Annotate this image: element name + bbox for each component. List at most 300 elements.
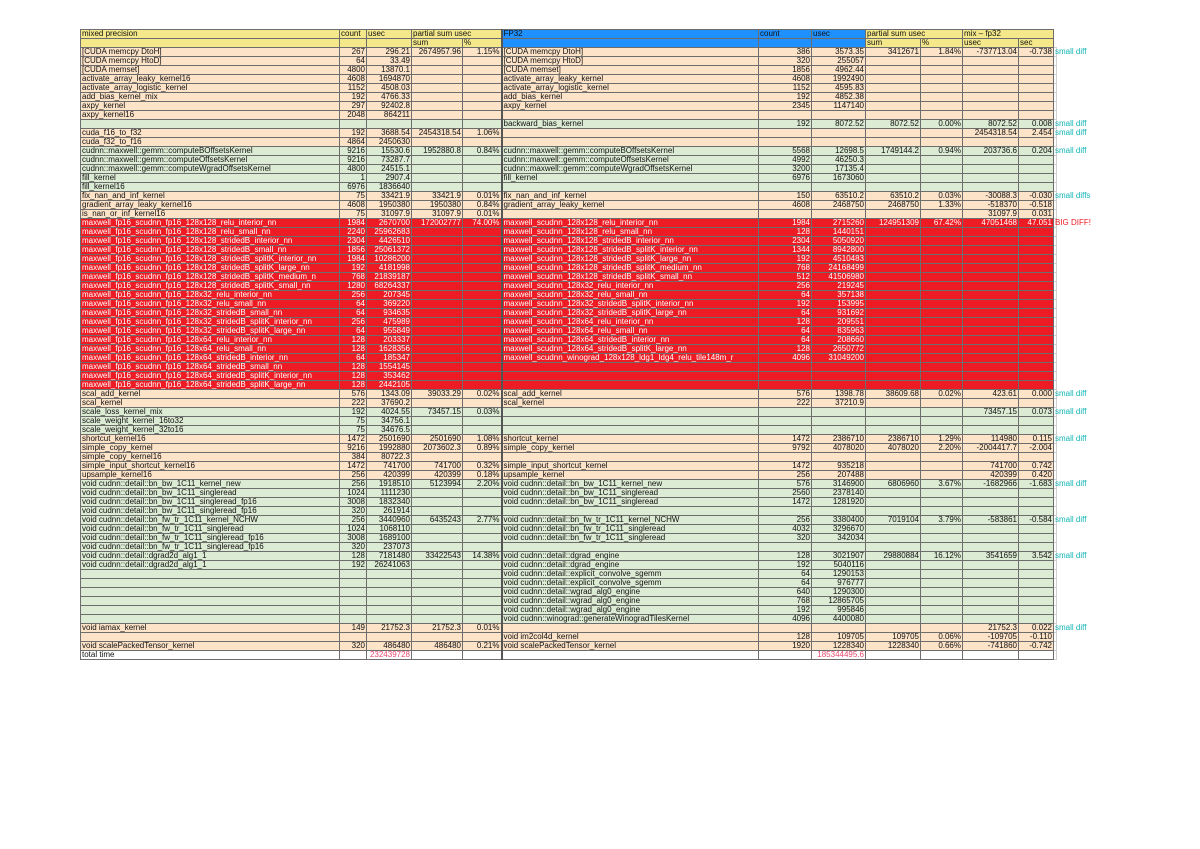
table-cell: 8072.52: [866, 120, 921, 129]
table-cell: scale_weight_kernel_16to32: [81, 417, 340, 426]
table-cell: fix_nan_and_inf_kernel: [502, 192, 759, 201]
table-cell: 4096: [759, 354, 812, 363]
table-cell: 261914: [367, 507, 412, 516]
table-cell: [1019, 417, 1054, 426]
table-cell: [921, 615, 963, 624]
table-cell: 73457.15: [963, 408, 1019, 417]
table-cell: 38609.68: [866, 390, 921, 399]
table-cell: 741700: [412, 462, 463, 471]
table-cell: [463, 417, 502, 426]
table-row: [81, 102, 1057, 111]
table-cell: 1856: [340, 246, 367, 255]
table-cell: [812, 129, 866, 138]
table-cell: 0.66%: [921, 642, 963, 651]
table-cell: [412, 57, 463, 66]
table-cell: void cudnn::winograd::generateWinogradTilesKernel: [502, 615, 759, 624]
table-cell: 192: [340, 93, 367, 102]
note-cell: [1054, 462, 1057, 471]
table-cell: [463, 606, 502, 615]
table-cell: [866, 534, 921, 543]
profile-table: [80, 29, 1091, 660]
table-cell: [412, 345, 463, 354]
table-cell: 1984: [340, 255, 367, 264]
table-cell: 0.84%: [463, 147, 502, 156]
note-cell: [1054, 444, 1057, 453]
table-cell: 835963: [812, 327, 866, 336]
table-cell: [CUDA memcpy DtoH]: [81, 48, 340, 57]
header-cell: sum: [866, 39, 921, 48]
table-cell: 256: [340, 291, 367, 300]
note-cell: [1054, 336, 1057, 345]
table-cell: 47051468: [963, 219, 1019, 228]
table-cell: [463, 102, 502, 111]
table-cell: gradient_array_leaky_kernel: [502, 201, 759, 210]
table-cell: 33421.9: [367, 192, 412, 201]
note-cell: [1054, 156, 1057, 165]
table-cell: 64: [759, 336, 812, 345]
table-cell: scale_weight_kernel_32to16: [81, 426, 340, 435]
table-cell: [921, 165, 963, 174]
table-cell: 1.15%: [463, 48, 502, 57]
table-cell: void cudnn::detail::dgrad2d_alg1_1: [81, 552, 340, 561]
table-cell: 4096: [759, 615, 812, 624]
table-cell: maxwell_scudnn_128x64_stridedB_interior_nn: [502, 336, 759, 345]
table-cell: [921, 246, 963, 255]
table-cell: 1024: [340, 489, 367, 498]
table-cell: [412, 300, 463, 309]
table-cell: 128: [340, 345, 367, 354]
table-cell: void cudnn::detail::bn_bw_1C11_kernel_new: [81, 480, 340, 489]
table-cell: [921, 462, 963, 471]
table-cell: 2304: [340, 237, 367, 246]
table-cell: 486480: [367, 642, 412, 651]
table-cell: 4766.33: [367, 93, 412, 102]
table-cell: 4852.38: [812, 93, 866, 102]
table-cell: 0.022: [1019, 624, 1054, 633]
table-row: [81, 165, 1057, 174]
table-cell: maxwell_scudnn_128x128_stridedB_splitK_small_nn: [502, 273, 759, 282]
table-cell: 0.89%: [463, 444, 502, 453]
table-cell: 21752.3: [412, 624, 463, 633]
table-cell: 1343.09: [367, 390, 412, 399]
table-cell: [412, 534, 463, 543]
table-cell: [866, 84, 921, 93]
table-cell: 31049200: [812, 354, 866, 363]
table-cell: void cudnn::detail::bn_bw_1C11_singleread_fp16: [81, 507, 340, 516]
table-cell: 29880884: [866, 552, 921, 561]
table-cell: 0.01%: [463, 192, 502, 201]
table-cell: 576: [340, 390, 367, 399]
table-cell: 5040116: [812, 561, 866, 570]
table-cell: [1019, 525, 1054, 534]
note-cell: small diffs: [1055, 191, 1091, 200]
table-row: [81, 120, 1057, 129]
table-cell: 353462: [367, 372, 412, 381]
table-cell: maxwell_fp16_scudnn_fp16_128x32_relu_interior_nn: [81, 291, 340, 300]
table-cell: [963, 174, 1019, 183]
table-cell: 128: [340, 336, 367, 345]
table-cell: maxwell_scudnn_128x32_relu_interior_nn: [502, 282, 759, 291]
table-cell: 207488: [812, 471, 866, 480]
table-cell: maxwell_fp16_scudnn_fp16_128x128_relu_interior_nn: [81, 219, 340, 228]
table-cell: 1290300: [812, 588, 866, 597]
table-cell: [866, 408, 921, 417]
note-cell: [1054, 273, 1057, 282]
table-cell: 9216: [340, 156, 367, 165]
header-cell: FP32: [502, 30, 759, 39]
note-cell: small diff: [1055, 551, 1087, 560]
table-cell: 64: [759, 570, 812, 579]
table-cell: [463, 561, 502, 570]
table-cell: [1019, 597, 1054, 606]
table-cell: [463, 498, 502, 507]
table-cell: maxwell_fp16_scudnn_fp16_128x64_relu_interior_nn: [81, 336, 340, 345]
table-cell: [1019, 327, 1054, 336]
table-cell: [1019, 579, 1054, 588]
table-cell: 3.79%: [921, 516, 963, 525]
table-cell: [866, 165, 921, 174]
table-cell: 420399: [412, 471, 463, 480]
table-cell: [412, 156, 463, 165]
table-cell: [412, 561, 463, 570]
table-cell: 0.01%: [463, 624, 502, 633]
table-cell: 4426510: [367, 237, 412, 246]
table-cell: 21752.3: [963, 624, 1019, 633]
table-cell: [921, 453, 963, 462]
table-cell: 64: [759, 291, 812, 300]
table-cell: 64: [340, 309, 367, 318]
table-cell: 267: [340, 48, 367, 57]
table-cell: 1918510: [367, 480, 412, 489]
table-cell: 0.32%: [463, 462, 502, 471]
table-cell: 1398.78: [812, 390, 866, 399]
table-cell: [340, 588, 367, 597]
table-cell: [866, 570, 921, 579]
note-cell: [1054, 327, 1057, 336]
table-cell: [812, 417, 866, 426]
table-cell: 25061372: [367, 246, 412, 255]
table-cell: [759, 363, 812, 372]
table-cell: [963, 336, 1019, 345]
table-row: [81, 615, 1057, 624]
table-cell: [463, 354, 502, 363]
table-cell: [866, 399, 921, 408]
table-cell: simple_copy_kernel: [81, 444, 340, 453]
table-cell: [963, 354, 1019, 363]
table-cell: 17135.4: [812, 165, 866, 174]
table-cell: 1440151: [812, 228, 866, 237]
table-cell: 768: [759, 597, 812, 606]
table-cell: activate_array_logistic_kernel: [502, 84, 759, 93]
table-cell: activate_array_logistic_kernel: [81, 84, 340, 93]
table-cell: 1228340: [866, 642, 921, 651]
table-cell: [463, 93, 502, 102]
table-cell: 128: [340, 363, 367, 372]
table-cell: [921, 363, 963, 372]
table-cell: [921, 561, 963, 570]
table-cell: [463, 588, 502, 597]
table-cell: [921, 354, 963, 363]
table-cell: 1554145: [367, 363, 412, 372]
note-cell: [1054, 309, 1057, 318]
table-cell: [866, 300, 921, 309]
table-cell: [1019, 66, 1054, 75]
table-cell: maxwell_fp16_scudnn_fp16_128x32_relu_small_nn: [81, 300, 340, 309]
table-cell: 34756.1: [367, 417, 412, 426]
note-cell: [1054, 165, 1057, 174]
note-cell: [1054, 579, 1057, 588]
table-cell: 2468750: [866, 201, 921, 210]
table-cell: [CUDA memcpy HtoD]: [502, 57, 759, 66]
table-cell: [412, 237, 463, 246]
table-cell: [1019, 345, 1054, 354]
table-cell: [1019, 165, 1054, 174]
table-cell: 4992: [759, 156, 812, 165]
table-cell: [866, 579, 921, 588]
table-cell: 1290153: [812, 570, 866, 579]
table-cell: 1472: [340, 462, 367, 471]
table-row: [81, 129, 1057, 138]
table-cell: 0.21%: [463, 642, 502, 651]
table-cell: shortcut_kernel: [502, 435, 759, 444]
table-cell: 37210.9: [812, 399, 866, 408]
header-cell: sec: [1019, 39, 1054, 48]
table-cell: [1019, 309, 1054, 318]
table-cell: [412, 291, 463, 300]
table-cell: [412, 570, 463, 579]
table-cell: [412, 246, 463, 255]
table-cell: scal_add_kernel: [502, 390, 759, 399]
table-cell: 4608: [340, 201, 367, 210]
table-cell: 4962.44: [812, 66, 866, 75]
table-cell: 3.67%: [921, 480, 963, 489]
table-cell: 33422543: [412, 552, 463, 561]
table-cell: 9216: [340, 147, 367, 156]
table-cell: 256: [340, 516, 367, 525]
table-cell: simple_copy_kernel16: [81, 453, 340, 462]
table-cell: [866, 66, 921, 75]
table-cell: 9792: [759, 444, 812, 453]
table-cell: [463, 156, 502, 165]
table-cell: [963, 606, 1019, 615]
table-cell: 297: [340, 102, 367, 111]
table-cell: 12865705: [812, 597, 866, 606]
table-cell: 16.12%: [921, 552, 963, 561]
table-cell: [963, 570, 1019, 579]
table-cell: [463, 525, 502, 534]
table-cell: [963, 75, 1019, 84]
table-cell: 25962683: [367, 228, 412, 237]
table-cell: [1019, 237, 1054, 246]
note-cell: small diff: [1055, 407, 1087, 416]
table-cell: [463, 291, 502, 300]
header-cell: count: [759, 30, 812, 39]
table-cell: [412, 498, 463, 507]
table-cell: scale_loss_kernel_mix: [81, 408, 340, 417]
table-cell: 172002777: [412, 219, 463, 228]
table-cell: -0.030: [1019, 192, 1054, 201]
note-cell: [1054, 525, 1057, 534]
table-cell: 2.77%: [463, 516, 502, 525]
table-cell: [502, 651, 759, 660]
table-cell: 4181998: [367, 264, 412, 273]
table-cell: upsample_kernel: [502, 471, 759, 480]
table-cell: void cudnn::detail::bn_bw_1C11_singleread: [502, 498, 759, 507]
table-cell: [1019, 75, 1054, 84]
table-cell: [866, 318, 921, 327]
table-cell: maxwell_scudnn_winograd_128x128_ldg1_ldg4_relu_tile148m_r: [502, 354, 759, 363]
table-cell: [963, 525, 1019, 534]
table-cell: [921, 327, 963, 336]
table-cell: [866, 273, 921, 282]
table-cell: [866, 597, 921, 606]
table-cell: 0.03%: [463, 408, 502, 417]
table-cell: [340, 570, 367, 579]
table-cell: 386: [759, 48, 812, 57]
table-cell: [1019, 354, 1054, 363]
table-cell: [340, 579, 367, 588]
table-cell: [963, 561, 1019, 570]
table-cell: 0.00%: [921, 120, 963, 129]
note-cell: small diff: [1055, 47, 1087, 56]
table-cell: maxwell_fp16_scudnn_fp16_128x128_stridedB_splitK_large_nn: [81, 264, 340, 273]
table-cell: 6435243: [412, 516, 463, 525]
table-cell: [412, 66, 463, 75]
table-cell: [866, 264, 921, 273]
table-cell: maxwell_fp16_scudnn_fp16_128x32_stridedB_splitK_interior_nn: [81, 318, 340, 327]
table-cell: [1019, 489, 1054, 498]
table-row: [81, 399, 1057, 408]
table-cell: [963, 489, 1019, 498]
table-cell: [1019, 588, 1054, 597]
table-cell: void cudnn::detail::dgrad_engine: [502, 552, 759, 561]
table-cell: [866, 129, 921, 138]
table-cell: [866, 417, 921, 426]
table-cell: axpy_kernel16: [81, 111, 340, 120]
table-cell: 3021907: [812, 552, 866, 561]
table-cell: [921, 489, 963, 498]
table-cell: 3380400: [812, 516, 866, 525]
table-cell: 864211: [367, 111, 412, 120]
note-cell: [1054, 264, 1057, 273]
table-cell: -2004417.7: [963, 444, 1019, 453]
table-cell: [921, 588, 963, 597]
note-cell: [1054, 597, 1057, 606]
table-cell: 3.542: [1019, 552, 1054, 561]
table-cell: 4032: [759, 525, 812, 534]
table-cell: maxwell_fp16_scudnn_fp16_128x64_stridedB_small_nn: [81, 363, 340, 372]
table-cell: [502, 417, 759, 426]
table-cell: add_bias_kernel_mix: [81, 93, 340, 102]
table-cell: 420399: [367, 471, 412, 480]
table-cell: 128: [759, 552, 812, 561]
table-cell: [963, 498, 1019, 507]
table-cell: 192: [759, 255, 812, 264]
table-cell: 1920: [759, 642, 812, 651]
table-cell: 34676.5: [367, 426, 412, 435]
table-cell: -0.518: [1019, 201, 1054, 210]
table-cell: 1984: [759, 219, 812, 228]
table-cell: 475989: [367, 318, 412, 327]
table-cell: [963, 255, 1019, 264]
table-cell: is_nan_or_inf_kernel16: [81, 210, 340, 219]
table-cell: void scalePackedTensor_kernel: [81, 642, 340, 651]
table-cell: maxwell_scudnn_128x128_relu_small_nn: [502, 228, 759, 237]
table-cell: 3688.54: [367, 129, 412, 138]
table-cell: -2.004: [1019, 444, 1054, 453]
table-cell: 208660: [812, 336, 866, 345]
note-cell: [1054, 246, 1057, 255]
table-cell: [1019, 282, 1054, 291]
note-cell: small diff: [1055, 119, 1087, 128]
table-body: [81, 29, 1091, 660]
table-cell: fix_nan_and_inf_kernel: [81, 192, 340, 201]
table-cell: [963, 417, 1019, 426]
table-cell: 1856: [759, 66, 812, 75]
table-cell: -737713.04: [963, 48, 1019, 57]
table-cell: [412, 588, 463, 597]
table-cell: 209551: [812, 318, 866, 327]
table-cell: 64: [340, 327, 367, 336]
table-cell: fill_kernel16: [81, 183, 340, 192]
table-cell: 73457.15: [412, 408, 463, 417]
table-cell: 109705: [812, 633, 866, 642]
table-cell: [463, 372, 502, 381]
table-cell: [921, 156, 963, 165]
table-cell: [412, 264, 463, 273]
table-cell: maxwell_fp16_scudnn_fp16_128x128_stridedB_small_nn: [81, 246, 340, 255]
table-cell: [921, 66, 963, 75]
table-cell: 192: [340, 561, 367, 570]
table-cell: 8072.52: [963, 120, 1019, 129]
table-cell: 296.21: [367, 48, 412, 57]
table-cell: [1019, 534, 1054, 543]
table-cell: 1992490: [812, 75, 866, 84]
table-cell: void cudnn::detail::bn_fw_tr_1C11_singleread: [81, 525, 340, 534]
table-cell: [412, 354, 463, 363]
table-cell: 64: [759, 327, 812, 336]
total-row: [81, 651, 1057, 660]
table-cell: 1280: [340, 282, 367, 291]
note-cell: small diff: [1055, 515, 1087, 524]
note-cell: [1054, 489, 1057, 498]
table-cell: [921, 651, 963, 660]
table-cell: 13870.1: [367, 66, 412, 75]
table-row: [81, 444, 1057, 453]
table-cell: [963, 597, 1019, 606]
table-cell: [367, 606, 412, 615]
table-cell: 237073: [367, 543, 412, 552]
note-cell: [1054, 93, 1057, 102]
table-cell: [921, 57, 963, 66]
table-cell: [812, 372, 866, 381]
table-cell: 124951309: [866, 219, 921, 228]
table-cell: 2650772: [812, 345, 866, 354]
table-cell: [412, 651, 463, 660]
table-cell: [812, 408, 866, 417]
table-cell: 1147140: [812, 102, 866, 111]
table-cell: 47.051: [1019, 219, 1054, 228]
table-cell: 128: [340, 381, 367, 390]
table-cell: [963, 534, 1019, 543]
table-cell: 0.073: [1019, 408, 1054, 417]
table-cell: 128: [759, 228, 812, 237]
note-cell: [1054, 57, 1057, 66]
table-cell: [866, 282, 921, 291]
table-cell: 3412671: [866, 48, 921, 57]
table-cell: axpy_kernel: [81, 102, 340, 111]
table-cell: 2468750: [812, 201, 866, 210]
